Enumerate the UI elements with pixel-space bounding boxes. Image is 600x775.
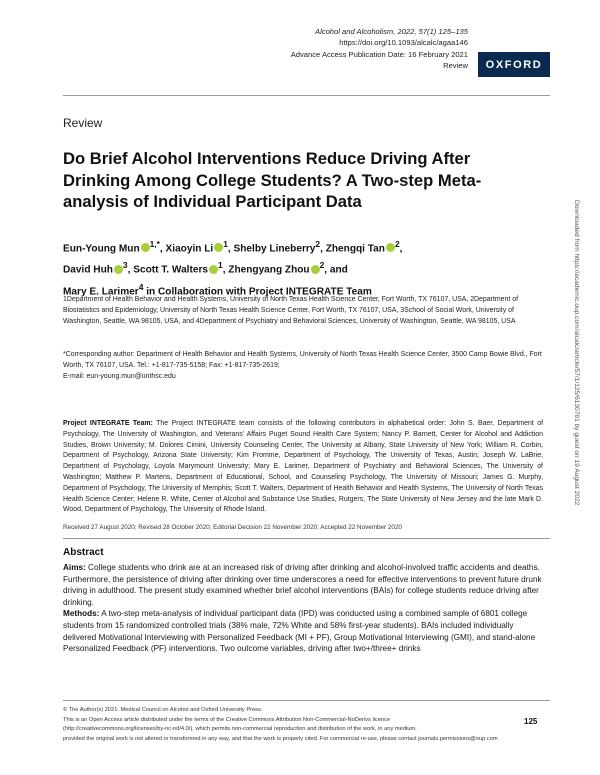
orcid-icon[interactable] (386, 243, 395, 252)
author-list (63, 236, 543, 300)
abstract-body (63, 562, 544, 655)
author-walters[interactable]: Scott T. Walters (133, 264, 208, 276)
correspondence-email[interactable]: E-mail: eun-young.mun@unthsc.edu (63, 372, 176, 380)
page-number: 125 (524, 717, 538, 726)
orcid-icon[interactable] (311, 265, 320, 274)
copyright-line: © The Author(s) 2021. Medical Council on Alcohol and Oxford University Press. (63, 707, 263, 713)
doi-link[interactable]: https://doi.org/10.1093/alcalc/agaa146 (339, 38, 468, 48)
orcid-icon[interactable] (114, 265, 123, 274)
oxford-logo: OXFORD (478, 52, 550, 77)
author-huh[interactable]: David Huh (63, 264, 113, 276)
license-footer (63, 706, 550, 744)
abstract-methods: Methods: A two-step meta-analysis of individual participant data (IPD) was conducted using a combined sample of 6801 college students from 15 randomized controlled trials (38% male, 72% White and 58% first-year students). BAIs included individually delivered Motivational Interviewing with Personalized Feedback (MI + PF), Group Motivational Interviewing (GMI), and stand-alone Personalized Feedback (PF) interventions. Two outcome variables, driving after two+/three+ drinks (63, 609, 536, 654)
abstract-aims: Aims: College students who drink are at an increased risk of driving after drinking and alcohol-involved traffic accidents and deaths. Furthermore, the persistence of driving after drinking over time underscores a need for effective interventions to prevent future drunk driving in adulthood. The present study examined whether brief alcohol interventions (BAIs) for college students reduce driving after drinking. (63, 563, 542, 607)
license-line-2[interactable]: (http://creativecommons.org/licenses/by-nc-nd/4.0/), which permits non-commercial reproduction and distribution of the work, in any medium, (63, 726, 417, 733)
article-meta (291, 26, 468, 72)
journal-citation: Alcohol and Alcoholism, 2022, 57(1) 125–135 (315, 27, 468, 36)
author-lineberry[interactable]: Shelby Lineberry (233, 243, 316, 255)
author-mun[interactable]: Eun-Young Mun (63, 243, 140, 255)
team-text: The Project INTEGRATE team consists of the following contributors in alphabetical order: John S. Baer, Department of Psychology, The University of Washington, and Veterans' Affairs Puget Sound Health Care System; Nancy P. Barnett, Center for Alcohol and Addiction Studies, Brown University; M. Dolores Cimini, University Counseling Center, The University at Albany, State University of New York; William R. Corbin, Department of Psychology, Arizona State University; Kim Fromme, Department of Psychology, The University of Texas, Austin; Joseph W. LaBrie, Department of Psychology, Loyola Marymount University; Mary E. Larimer, Department of Psychiatry and Behavioral Sciences, The University of Washington; Matthew P. Martens, Department of Educational, School, and Counseling Psychology, The University of Missouri; James G. Murphy, Department of Psychology, The University of Memphis; Scott T. Walters, Department of Health Behavior and Health Systems, The University of North Texas Health Science Center; Helene R. White, Center of Alcohol and Substance Use Studies, Rutgers, The State University of New Jersey and the late Mark D. Wood, Department of Psychology, The University of Rhode Island. (63, 420, 544, 514)
author-line-2: David Huh $^3$, Scott T. Walters $^1$, Zhengyang Zhou $^2$, and (63, 260, 348, 276)
access-date: Advance Access Publication Date: 16 February 2021 (290, 49, 468, 59)
team-label: Project INTEGRATE Team: (63, 420, 153, 427)
article-type: Review (443, 61, 468, 71)
orcid-icon[interactable] (141, 243, 150, 252)
license-line-3: provided the original work is not altered or transformed in any way, and that the work is properly cited. For commercial re-use, please contact journals.permissions@oup.com (63, 735, 498, 742)
abstract-heading: Abstract (63, 547, 104, 558)
footer-divider (63, 700, 550, 701)
correspondence-address: *Corresponding author: Department of Health Behavior and Health Systems, University of North Texas Health Science Center, 3500 Camp Bowie Blvd., Fort Worth, TX 76107, USA. Tel.: +1-817-735-5158; Fax: +1-817-735-2619; (63, 351, 542, 369)
section-label: Review (63, 116, 103, 130)
article-title: Do Brief Alcohol Interventions Reduce Driving After Drinking Among College Students? A Two-step Meta-analysis of Individual Participant Data (63, 149, 482, 212)
author-li[interactable]: Xiaoyin Li (165, 243, 214, 255)
abstract-divider (63, 538, 550, 539)
correspondence (63, 350, 543, 382)
author-tan[interactable]: Zhengqi Tan (325, 243, 385, 255)
history-dates: Received 27 August 2020; Revised 28 October 2020; Editorial Decision 22 November 2020; Accepted 22 November 2020 (63, 524, 402, 531)
download-watermark: Downloaded from https://academic.oup.com/alcalc/article/57/1/125/6130761 by guest on 19 August 2022 (573, 200, 580, 506)
author-line-1: Eun-Young Mun $^{1,*}$, Xiaoyin Li $^1$, Shelby Lineberry$^2$, Zhengqi Tan $^2$, (63, 239, 403, 255)
orcid-icon[interactable] (209, 265, 218, 274)
author-line-3: Mary E. Larimer$^4$ in Collaboration with Project INTEGRATE Team (63, 281, 372, 298)
license-line-1: This is an Open Access article distributed under the terms of the Creative Commons Attribution Non-Commercial-NoDerivs licence (63, 716, 391, 723)
team-note (63, 419, 543, 516)
orcid-icon[interactable] (214, 243, 223, 252)
author-larimer[interactable]: Mary E. Larimer (63, 286, 139, 298)
header-divider (63, 95, 550, 96)
author-zhou[interactable]: Zhengyang Zhou (228, 264, 310, 276)
affiliations: 1Department of Health Behavior and Health Systems, University of North Texas Health Science Center, Fort Worth, TX 76107, USA, 2Department of Biostatistics and Epidemiology, University of North Texas Health Science Center, Fort Worth, TX 76107, USA, 3School of Social Work, University of Washington, Seattle, WA 98105, USA, and 4Department of Psychiatry and Behavioral Sciences, University of Washington, Seattle, WA 98105, USA (63, 296, 519, 325)
